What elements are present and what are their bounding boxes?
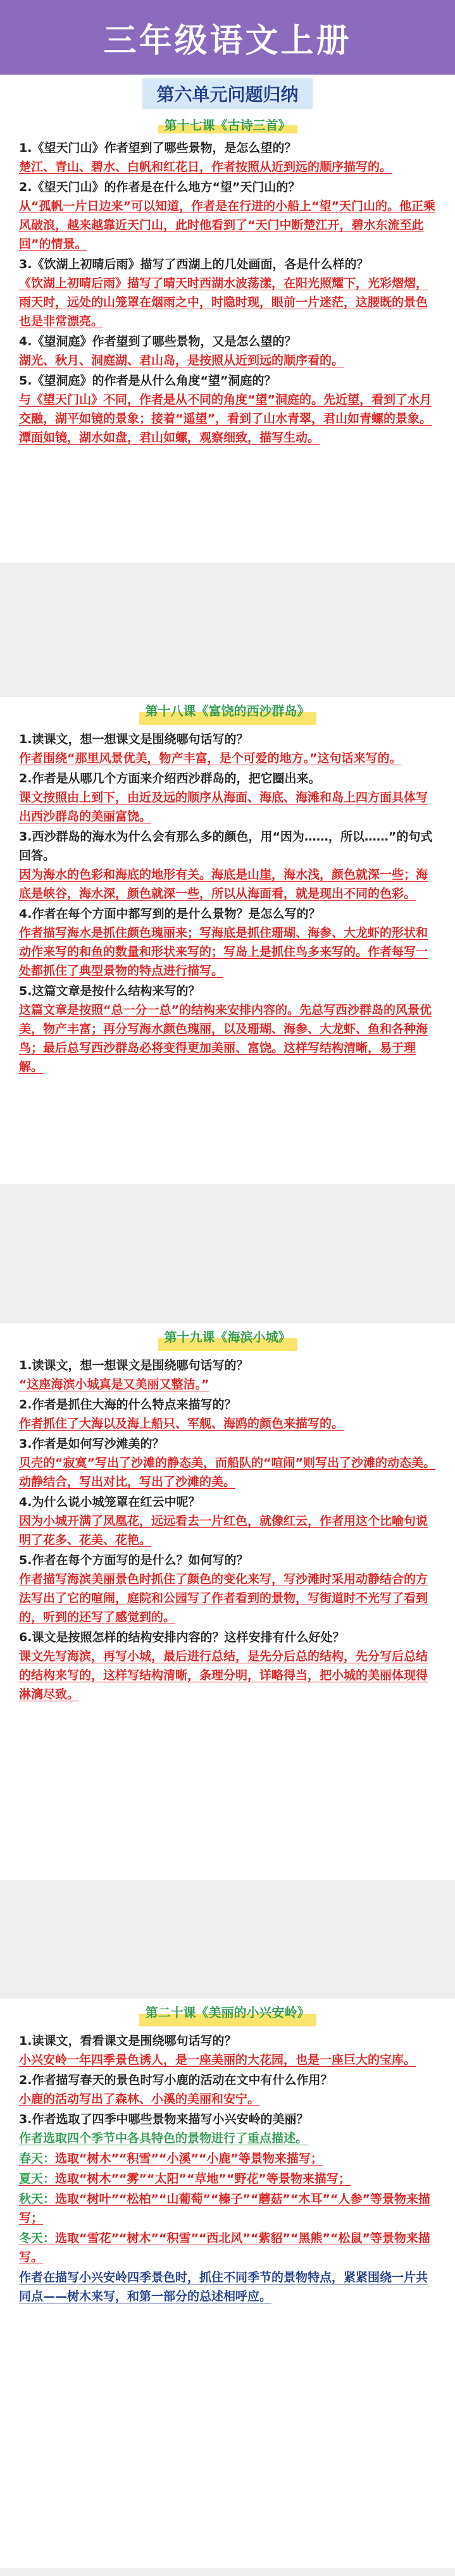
question: 3.西沙群岛的海水为什么会有那么多的颜色，用“因为……，所以……”的句式回答。 xyxy=(19,830,433,863)
answer: “这座海滨小城真是又美丽又整洁。” xyxy=(19,1377,209,1391)
lesson-title: 第二十课《美丽的小兴安岭》 xyxy=(19,1999,436,2026)
section-divider xyxy=(0,563,455,697)
question: 4.作者在每个方面中都写到的是什么景物？是怎么写的？ xyxy=(19,907,321,921)
lesson-card-17 xyxy=(15,111,440,560)
section-divider xyxy=(0,1880,455,1999)
season-line-autumn: 秋天：选取“树叶”“松柏”“山葡萄”“榛子”“蘑菇”“木耳”“人参”等景物来描写； xyxy=(19,2192,430,2225)
answer: 楚江、青山、碧水、白帆和红花日，作者按照从近到远的顺序描写的。 xyxy=(19,160,392,174)
question: 5.《望洞庭》的作者是从什么角度“望”洞庭的？ xyxy=(19,374,277,388)
answer: 这篇文章是按照“总一分一总”的结构来安排内容的。先总写西沙群岛的风景优美，物产丰富；再分写海水颜色瑰丽，以及珊瑚、海参、大龙虾、鱼和各种海鸟；最后总写西沙群岛必将变得更加美丽、富饶。这样写结构清晰，易于理解。 xyxy=(19,1003,432,1074)
lesson-title: 第十七课《古诗三首》 xyxy=(19,115,436,133)
answer: 因为小城开满了凤凰花，远远看去一片红色，就像红云，作者用这个比喻句说明了花多、花美、花艳。 xyxy=(19,1514,428,1547)
question: 2.《望天门山》的作者是在什么地方“望”天门山的？ xyxy=(19,180,301,194)
question: 5.这篇文章是按什么结构来写的？ xyxy=(19,984,201,998)
answer: 课文按照由上到下，由近及远的顺序从海面、海底、海滩和岛上四方面具体写出西沙群岛的美丽富饶。 xyxy=(19,791,428,823)
question: 2.作者是从哪几个方面来介绍西沙群岛的，把它圈出来。 xyxy=(19,772,321,786)
lesson-title: 第十八课《富饶的西沙群岛》 xyxy=(19,697,436,725)
answer: 作者描写海水是抓住颜色瑰丽来；写海底是抓住珊瑚、海参、大龙虾的形状和动作来写的和鱼的数量和形状来写的；写岛上是抓住鸟多来写的。作者每写一处都抓住了典型景物的特点进行描写。 xyxy=(19,926,428,978)
answer: 小兴安岭一年四季景色诱人，是一座美丽的大花园，也是一座巨大的宝库。 xyxy=(19,2053,416,2067)
answer: 作者选取四个季节中各具特色的景物进行了重点描述。 xyxy=(19,2131,308,2145)
question: 1.《望天门山》作者望到了哪些景物，是怎么望的？ xyxy=(19,141,297,155)
answer: 小鹿的活动写出了森林、小溪的美丽和安宁。 xyxy=(19,2092,260,2106)
question: 3.作者选取了四季中哪些景物来描写小兴安岭的美丽？ xyxy=(19,2112,309,2126)
question: 2.作者描写春天的景色时写小鹿的活动在文中有什么作用？ xyxy=(19,2073,333,2087)
question: 4.《望洞庭》作者望到了哪些景物，又是怎么望的？ xyxy=(19,335,297,348)
question: 1.读课文，想一想课文是围绕哪句话写的？ xyxy=(19,732,249,746)
lesson-card-19 xyxy=(15,1323,440,1880)
lesson-card-20 xyxy=(15,1999,440,2568)
section-divider xyxy=(0,1184,455,1323)
header-banner xyxy=(0,0,455,75)
answer: 与《望天门山》不同，作者是从不同的角度“望”洞庭的。先近望，看到了水月交融，湖平如镜的景象；接着“遥望”，看到了山水青翠，君山如青螺的景象。潭面如镜，湖水如盘，君山如螺，观察细致，描写生动。 xyxy=(19,393,432,445)
answer: 《饮湖上初晴后雨》描写了晴天时西湖水波荡漾，在阳光照耀下，光彩熠熠，雨天时，远处的山笼罩在烟雨之中，时隐时现，眼前一片迷茫，这腰既的景色也是非常漂亮。 xyxy=(19,276,428,328)
question: 1.读课文，想一想课文是围绕哪句话写的？ xyxy=(19,1359,249,1372)
season-line-spring: 春天：选取“树木”“积雪”“小溪”“小鹿”等景物来描写； xyxy=(19,2152,323,2166)
question: 3.《饮湖上初晴后雨》描写了西湖上的几处画面，各是什么样的？ xyxy=(19,257,369,271)
answer: 课文先写海滨，再写小城，最后进行总结，是先分后总的结构，先分写后总结的结构来写的，这样写结构清晰，条理分明，详略得当，把小城的美丽体现得淋漓尽致。 xyxy=(19,1649,428,1701)
answer: 作者抓住了大海以及海上船只、军舰、海鸥的颜色来描写的。 xyxy=(19,1417,344,1431)
question: 1.读课文，看看课文是围绕哪句话写的？ xyxy=(19,2034,237,2048)
closing-summary: 作者在描写小兴安岭四季景色时，抓住不同季节的景物特点，紧紧围绕一片共同点——树木来写，和第一部分的总述相呼应。 xyxy=(19,2271,428,2303)
question: 4.为什么说小城笼罩在红云中呢？ xyxy=(19,1495,201,1509)
season-line-winter: 冬天：选取“雪花”“树木”“积雪”“西北风”“紫貂”“黑熊”“松鼠”等景物来描写。 xyxy=(19,2231,430,2264)
answer: 作者围绕“那里风景优美，物产丰富，是个可爱的地方。”这句话来写的。 xyxy=(19,751,402,765)
answer: 湖光、秋月、洞庭湖、君山岛，是按照从近到远的顺序看的。 xyxy=(19,354,344,367)
question: 6.课文是按照怎样的结构安排内容的？这样安排有什么好处？ xyxy=(19,1630,345,1644)
answer: 从“孤帆一片日边来”可以知道，作者是在行进的小船上“望”天门山的。他正乘风破浪，越来越靠近天门山，此时他看到了“天门中断楚江开，碧水东流至此回”的情景。 xyxy=(19,199,435,251)
unit-subtitle xyxy=(0,80,455,108)
answer: 因为海水的色彩和海底的地形有关。海底是山崖，海水浅，颜色就深一些；海底是峡谷，海水深，颜色就深一些，所以从海面看，就是现出不同的色彩。 xyxy=(19,868,428,901)
question: 2.作者是抓住大海的什么特点来描写的？ xyxy=(19,1398,237,1412)
lesson-card-18 xyxy=(15,697,440,1184)
page-title: 三年级语文上册 xyxy=(103,22,352,60)
question: 5.作者在每个方面写的是什么？如何写的？ xyxy=(19,1553,249,1567)
season-line-summer: 夏天：选取“树木”“雾”“太阳”“草地”“野花”等景物来描写； xyxy=(19,2172,351,2186)
subtitle-text: 第六单元问题归纳 xyxy=(142,78,312,109)
answer: 贝壳的“寂寞”写出了沙滩的静态美，而船队的“喧闹”则写出了沙滩的动态美。动静结合，写出对比，写出了沙滩的美。 xyxy=(19,1456,435,1489)
section-divider xyxy=(0,2568,455,2576)
question: 3.作者是如何写沙滩美的？ xyxy=(19,1437,165,1451)
lesson-title: 第十九课《海滨小城》 xyxy=(19,1323,436,1351)
answer: 作者描写海滨美丽景色时抓住了颜色的变化来写，写沙滩时采用动静结合的方法写出了它的喧闹，庭院和公园写了作者看到的景物，写街道时不光写了看到的，听到的还写了感觉到的。 xyxy=(19,1572,428,1624)
